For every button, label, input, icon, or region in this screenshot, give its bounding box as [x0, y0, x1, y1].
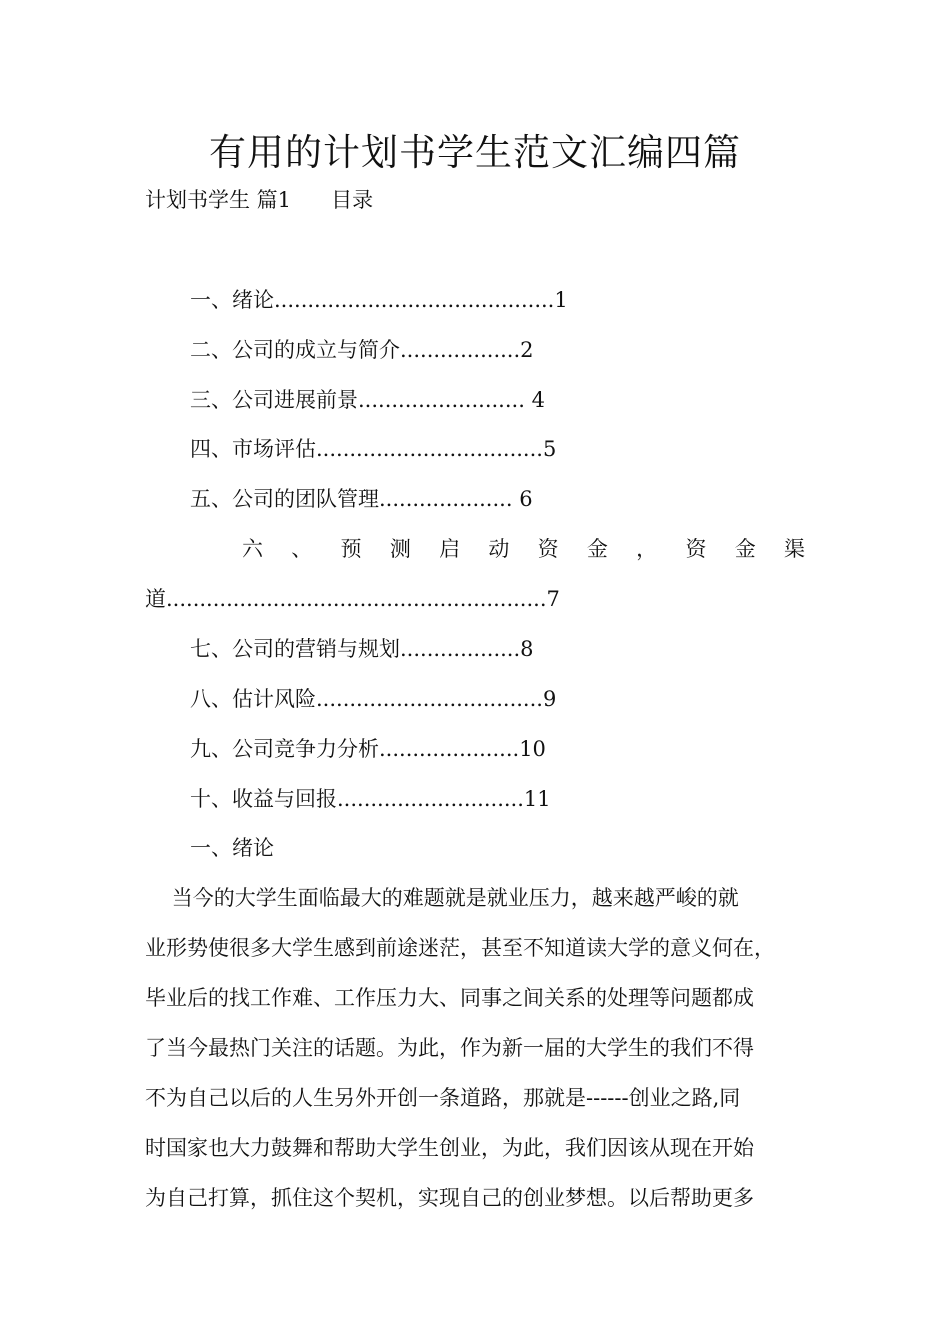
toc-entry-page: 1	[554, 288, 568, 312]
toc-entry-page: 11	[523, 787, 551, 811]
toc-entry-page: 5	[542, 437, 557, 461]
toc-entry-page: 4	[531, 388, 545, 412]
toc-entry-leader: ....................	[379, 487, 520, 511]
toc-entry-label: 五、公司的团队管理	[190, 487, 379, 511]
toc-entry-label: 三、公司进展前景	[190, 388, 358, 412]
toc-entry	[190, 434, 556, 464]
toc-entry-wrapped-line1: 六 、 预 测 启 动 资 金 ， 资 金 渠	[242, 537, 805, 561]
paragraph-line: 当今的大学生面临最大的难题就是就业压力，越来越严峻的就	[145, 886, 739, 910]
toc-entry-page: 2	[520, 338, 534, 362]
paragraph-line: 时国家也大力鼓舞和帮助大学生创业，为此，我们因该从现在开始	[145, 1136, 754, 1160]
toc-entry-page: 9	[542, 687, 557, 711]
toc-entry-label: 七、公司的营销与规划	[190, 637, 400, 661]
toc-entry	[190, 335, 534, 365]
toc-entry	[190, 684, 556, 714]
paragraph-line: 业形势使很多大学生感到前途迷茫，甚至不知道读大学的意义何在，	[145, 936, 775, 960]
document-subtitle: 计划书学生 篇1 目录	[145, 188, 374, 212]
toc-entry-leader: .........................	[358, 388, 532, 412]
toc-entry-page: 6	[519, 487, 533, 511]
toc-entry-leader: ..................	[400, 637, 521, 661]
toc-entry	[190, 385, 545, 415]
section-heading: 一、绪论	[190, 836, 274, 860]
paragraph-line: 了当今最热门关注的话题。为此，作为新一届的大学生的我们不得	[145, 1036, 754, 1060]
toc-entry	[190, 634, 534, 664]
paragraph-line: 毕业后的找工作难、工作压力大、同事之间关系的处理等问题都成	[145, 986, 754, 1010]
toc-entry-leader: ..................................	[316, 437, 543, 461]
paragraph-line: 为自己打算，抓住这个契机，实现自己的创业梦想。以后帮助更多	[145, 1186, 754, 1210]
toc-entry-label: 四、市场评估	[190, 437, 316, 461]
toc-entry	[190, 484, 533, 514]
toc-entry-page: 10	[519, 737, 546, 761]
toc-entry-label: 十、收益与回报	[190, 787, 337, 811]
toc-entry	[190, 784, 551, 814]
toc-entry-label: 一、绪论	[190, 288, 274, 312]
toc-entry-leader: .....................	[379, 737, 520, 761]
toc-entry	[190, 285, 568, 315]
document-title: 有用的计划书学生范文汇编四篇	[209, 131, 741, 174]
toc-entry-page: 8	[520, 637, 534, 661]
toc-entry-label: 八、估计风险	[190, 687, 316, 711]
toc-entry-leader: ..................................	[316, 687, 543, 711]
toc-entry-label: 二、公司的成立与简介	[190, 338, 400, 362]
toc-entry-label: 九、公司竞争力分析	[190, 737, 379, 761]
paragraph-line: 不为自己以后的人生另外开创一条道路，那就是------创业之路,同	[145, 1086, 741, 1110]
toc-entry-leader: ..........................................	[274, 288, 555, 312]
toc-entry-leader: ..................	[400, 338, 521, 362]
toc-entry-wrapped-line2: 道.........................................................7	[145, 587, 560, 611]
toc-entry	[190, 734, 546, 764]
toc-entry-leader: ............................	[337, 787, 524, 811]
